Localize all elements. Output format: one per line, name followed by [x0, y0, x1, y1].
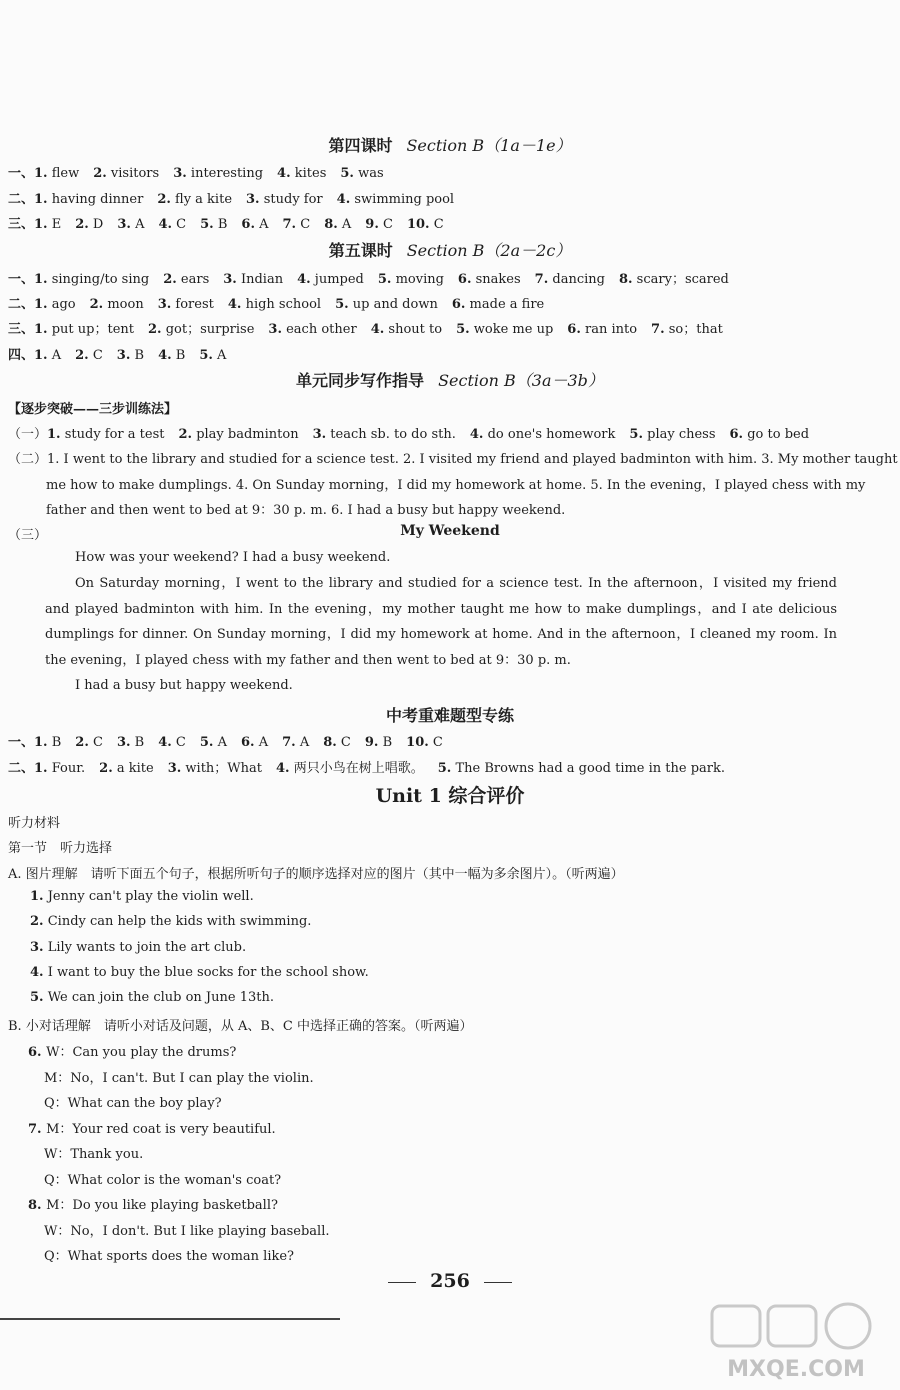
- answer-item: 3. Indian: [223, 272, 284, 287]
- dialog-text: W：No，I don't. But I like playing baseball.: [44, 1223, 330, 1239]
- dialog-text: W：Thank you.: [44, 1147, 144, 1162]
- answer-item: 8. C: [323, 735, 351, 750]
- dialog-number: 6.: [28, 1045, 47, 1060]
- answer-item: 1. having dinner: [34, 191, 144, 207]
- answer-item: 4. swimming pool: [336, 191, 455, 207]
- dialog-line: [44, 1092, 222, 1111]
- writing-part2-line: [8, 448, 898, 467]
- answer-number: 6.: [451, 297, 466, 313]
- answer-number: 1.: [34, 272, 48, 287]
- answer-row: [8, 162, 398, 181]
- partA-instruction: A. 图片理解 请听下面五个句子，根据所听句子的顺序选择对应的图片（其中一幅为多余图片）。（听两遍）: [8, 867, 624, 882]
- answer-number: 3.: [223, 272, 237, 287]
- partA-item: [30, 889, 254, 904]
- answer-number: 1.: [34, 166, 48, 181]
- answer-item: 3. with；What: [167, 761, 263, 776]
- answer-item: 1. flew: [34, 166, 80, 181]
- item-text: I want to buy the blue socks for the school show.: [43, 964, 369, 980]
- answer-item: 6. ran into: [567, 322, 638, 338]
- answer-item: 8. A: [324, 217, 352, 232]
- answer-number: 4.: [276, 761, 290, 776]
- lesson4-subtitle: Section B（1a－1e）: [406, 136, 572, 155]
- answer-item: 5. play chess: [629, 427, 716, 442]
- writing-tag: 【逐步突破——三步训练法】: [8, 402, 178, 417]
- partA-item: [30, 914, 311, 929]
- item-number: 1.: [30, 889, 44, 904]
- partA-item: [30, 990, 274, 1005]
- answer-item: 5. The Browns had a good time in the park.: [437, 761, 726, 776]
- answer-item: 4. C: [158, 217, 187, 232]
- row-label: 二、: [8, 761, 35, 776]
- row-label: 一、: [8, 735, 35, 750]
- answer-row: [8, 731, 457, 750]
- answer-number: 3.: [157, 297, 172, 313]
- lesson5-title: 第五课时: [328, 241, 393, 260]
- writing-part1-items: [47, 427, 823, 442]
- answer-item: 2. got；surprise: [148, 322, 255, 338]
- answer-item: 3. A: [117, 217, 145, 232]
- answer-number: 2.: [163, 272, 177, 287]
- watermark-logo: [706, 1300, 886, 1382]
- dialog-text: W：Can you play the drums?: [46, 1045, 237, 1060]
- answer-item: 3. teach sb. to do sth.: [312, 427, 456, 442]
- answer-number: 4.: [158, 347, 172, 363]
- answer-number: 5.: [377, 272, 392, 287]
- answer-item: 4. C: [158, 735, 186, 750]
- row-label: 三、: [8, 217, 35, 232]
- answer-item: 1. Four.: [34, 761, 86, 776]
- answer-item: 5. moving: [377, 272, 444, 287]
- answer-item: 9. C: [365, 217, 393, 232]
- answer-number: 10.: [406, 217, 430, 232]
- answer-number: 3.: [173, 166, 187, 181]
- answer-item: 3. each other: [268, 322, 357, 338]
- answer-row: [8, 757, 739, 776]
- answer-item: 2. ears: [163, 272, 210, 287]
- listening-heading: 听力材料: [8, 816, 61, 831]
- answer-item: 7. C: [282, 217, 311, 232]
- dialog-number: 7.: [28, 1121, 47, 1137]
- item-text: Lily wants to join the art club.: [43, 939, 247, 955]
- answer-item: 5. was: [340, 166, 384, 181]
- answer-number: 1.: [34, 322, 48, 338]
- answer-item: 5. up and down: [335, 297, 438, 313]
- dialog-text: M：No，I can't. But I can play the violin.: [44, 1070, 314, 1086]
- answer-row: [8, 213, 458, 232]
- answer-number: 10.: [406, 735, 429, 750]
- answer-item: 2. fly a kite: [157, 191, 233, 207]
- essay-paragraph: On Saturday morning，I went to the library and studied for a science test. In the afternoon，I visited my friend and played badminton with him. In the evening，my mother taught me how to make dumplings，and I ate delicious dumplings for dinner. On Sunday morning，I did my homework at home. And in the afternoon，I cleaned my room. In the evening，I played chess with my father and then went to bed at 9：30 p. m.: [45, 576, 837, 668]
- item-number: 4.: [30, 964, 44, 980]
- row-label: 四、: [8, 347, 35, 363]
- answer-item: 1. E: [34, 217, 62, 232]
- dialog-text: Q：What color is the woman's coat?: [44, 1172, 282, 1188]
- answer-number: 4.: [158, 735, 172, 750]
- writing-part1-label: （一）: [8, 427, 48, 442]
- answer-number: 3.: [312, 427, 327, 442]
- answer-item: 5. A: [199, 347, 227, 363]
- item-number: 2.: [30, 914, 44, 930]
- answer-number: 5.: [340, 166, 354, 181]
- page-number-text: 256: [430, 1270, 470, 1292]
- dialog-line: [28, 1194, 278, 1213]
- writing-heading: [0, 368, 900, 391]
- answer-number: 7.: [651, 322, 665, 338]
- dialog-line: [44, 1143, 143, 1162]
- answer-item: 4. jumped: [297, 272, 364, 287]
- answer-number: 5.: [437, 761, 452, 776]
- item-number: 3.: [30, 939, 44, 955]
- answer-item: 3. B: [116, 735, 145, 750]
- answer-number: 8.: [618, 272, 633, 287]
- answer-number: 5.: [199, 735, 214, 750]
- answer-number: 2.: [75, 735, 89, 750]
- answer-item: 4. kites: [277, 166, 327, 181]
- answer-item: 4. do one's homework: [469, 427, 616, 442]
- answer-number: 2.: [148, 322, 162, 338]
- answer-item: 3. interesting: [173, 166, 264, 181]
- dialog-line: [44, 1245, 294, 1264]
- answer-item: 1. A: [34, 347, 62, 363]
- answer-item: 5. woke me up: [456, 322, 554, 338]
- dialog-number: 8.: [28, 1198, 47, 1213]
- essay-paragraph: How was your weekend? I had a busy weekend.: [75, 550, 391, 565]
- dialog-text: Q：What can the boy play?: [44, 1096, 222, 1111]
- lesson5-heading: [0, 238, 900, 261]
- answer-number: 1.: [34, 761, 48, 776]
- answer-item: 6. go to bed: [729, 427, 810, 442]
- answer-item: 10. C: [406, 735, 443, 750]
- essay-title: My Weekend: [400, 523, 500, 539]
- answer-number: 3.: [246, 191, 260, 207]
- dialog-text: M：Your red coat is very beautiful.: [46, 1121, 276, 1137]
- answer-number: 5.: [456, 322, 470, 338]
- answer-number: 2.: [89, 297, 104, 313]
- answer-row: [8, 293, 558, 312]
- answer-item: 2. a kite: [99, 761, 154, 776]
- answer-number: 1.: [34, 191, 48, 207]
- answer-number: 9.: [364, 735, 379, 750]
- partA-item: [30, 940, 246, 955]
- answer-number: 3.: [116, 735, 131, 750]
- essay-paragraph: I had a busy but happy weekend.: [75, 678, 293, 693]
- answer-item: 4. B: [158, 347, 186, 363]
- unit-title: Unit 1 综合评价: [375, 785, 525, 807]
- dialog-text: Q：What sports does the woman like?: [44, 1249, 295, 1264]
- answer-item: 2. play badminton: [178, 427, 299, 442]
- writing-part2-line: me how to make dumplings. 4. On Sunday morning，I did my homework at home. 5. In the evening，I played chess with my: [46, 478, 866, 493]
- answer-row: [8, 188, 468, 207]
- answer-number: 4.: [336, 191, 351, 207]
- partB-instruction: B. 小对话理解 请听小对话及问题，从 A、B、C 中选择正确的答案。（听两遍）: [8, 1019, 473, 1034]
- writing-title: 单元同步写作指导: [296, 371, 425, 390]
- writing-part2-label: （二）: [8, 452, 48, 467]
- answer-item: 1. B: [34, 735, 62, 750]
- answer-number: 5.: [200, 217, 214, 232]
- answer-row: [8, 318, 737, 337]
- dialog-line: [44, 1169, 281, 1188]
- answer-number: 4.: [370, 322, 385, 338]
- row-label: 一、: [8, 166, 35, 181]
- answer-number: 4.: [469, 427, 484, 442]
- dialog-line: [44, 1067, 314, 1086]
- answer-number: 1.: [34, 735, 48, 750]
- answer-number: 2.: [178, 427, 193, 442]
- answer-number: 4.: [227, 297, 242, 313]
- answer-number: 3.: [268, 322, 282, 338]
- answer-item: 4. high school: [227, 297, 322, 313]
- answer-number: 5.: [199, 347, 213, 363]
- answer-row: [8, 344, 240, 363]
- answer-number: 2.: [99, 761, 113, 776]
- row-label: 三、: [8, 322, 35, 338]
- answer-item: 6. snakes: [457, 272, 521, 287]
- answer-item: 3. forest: [157, 297, 214, 313]
- answer-item: 1. ago: [34, 297, 76, 313]
- answer-number: 1.: [34, 347, 48, 363]
- answer-row: [8, 268, 743, 287]
- answer-number: 4.: [277, 166, 291, 181]
- zhongkao-heading: 中考重难题型专练: [385, 706, 514, 725]
- answer-number: 4.: [158, 217, 173, 232]
- answer-item: 7. so；that: [651, 322, 723, 338]
- answer-item: 4. 两只小鸟在树上唱歌。: [276, 761, 424, 776]
- answer-item: 4. shout to: [370, 322, 443, 338]
- answer-number: 2.: [93, 166, 107, 181]
- row-label: 二、: [8, 297, 35, 313]
- answer-number: 8.: [324, 217, 338, 232]
- lesson5-subtitle: Section B（2a－2c）: [406, 241, 572, 260]
- answer-item: 9. B: [364, 735, 393, 750]
- answer-number: 1.: [47, 427, 61, 442]
- answer-number: 6.: [729, 427, 744, 442]
- lesson4-title: 第四课时: [328, 136, 393, 155]
- answer-number: 6.: [567, 322, 581, 338]
- answer-item: 7. A: [282, 735, 310, 750]
- lesson4-heading: [0, 133, 900, 156]
- row-label: 一、: [8, 272, 35, 287]
- answer-number: 9.: [365, 217, 379, 232]
- writing-part2-text: 1. I went to the library and studied for a science test. 2. I visited my friend and played badminton with him. 3. My mother taught: [47, 452, 898, 467]
- writing-part1: [8, 423, 823, 442]
- answer-item: 6. A: [241, 217, 269, 232]
- answer-item: 2. C: [75, 347, 103, 363]
- answer-number: 2.: [75, 347, 89, 363]
- item-number: 5.: [30, 990, 44, 1006]
- answer-number: 3.: [117, 217, 131, 232]
- dialog-text: M：Do you like playing basketball?: [46, 1198, 278, 1213]
- writing-subtitle: Section B（3a－3b）: [438, 371, 604, 390]
- answer-number: 6.: [241, 217, 255, 232]
- answer-item: 2. C: [75, 735, 103, 750]
- answer-item: 1. study for a test: [47, 427, 165, 442]
- item-text: Jenny can't play the violin well.: [43, 889, 254, 904]
- answer-item: 3. B: [116, 347, 145, 363]
- answer-item: 5. A: [199, 735, 227, 750]
- answer-number: 5.: [629, 427, 643, 442]
- dialog-line: [28, 1041, 236, 1060]
- answer-number: 1.: [34, 297, 48, 313]
- answer-number: 5.: [335, 297, 349, 313]
- writing-part3-label: （三）: [8, 528, 48, 543]
- answer-item: 8. scary；scared: [618, 272, 729, 287]
- answer-item: 6. A: [241, 735, 269, 750]
- answer-number: 4.: [297, 272, 311, 287]
- answer-number: 2.: [157, 191, 171, 207]
- answer-item: 2. moon: [89, 297, 144, 313]
- answer-item: 6. made a fire: [451, 297, 545, 313]
- answer-number: 3.: [167, 761, 182, 776]
- item-text: Cindy can help the kids with swimming.: [43, 914, 312, 930]
- writing-part2-line: father and then went to bed at 9：30 p. m. 6. I had a busy but happy weekend.: [46, 503, 566, 518]
- answer-item: 5. B: [200, 217, 228, 232]
- row-label: 二、: [8, 191, 35, 207]
- svg-text:MXQE.COM: MXQE.COM: [727, 1357, 865, 1382]
- answer-item: 10. C: [406, 217, 444, 232]
- answer-item: 2. D: [75, 217, 104, 232]
- page-number: [0, 1270, 900, 1292]
- bottom-rule: [0, 1318, 340, 1320]
- dialog-line: [28, 1118, 276, 1137]
- answer-number: 8.: [323, 735, 337, 750]
- section1-heading: 第一节 听力选择: [8, 841, 113, 856]
- answer-number: 3.: [116, 347, 131, 363]
- answer-number: 7.: [282, 735, 296, 750]
- answer-number: 1.: [34, 217, 48, 232]
- partA-item: [30, 965, 369, 980]
- answer-item: 1. singing/to sing: [34, 272, 150, 287]
- dialog-line: [44, 1220, 330, 1239]
- answer-number: 2.: [75, 217, 89, 232]
- answer-number: 7.: [534, 272, 549, 287]
- answer-item: 1. put up；tent: [34, 322, 134, 338]
- answer-item: 2. visitors: [93, 166, 160, 181]
- answer-number: 6.: [241, 735, 255, 750]
- answer-number: 7.: [282, 217, 297, 232]
- answer-item: 3. study for: [246, 191, 323, 207]
- answer-item: 7. dancing: [534, 272, 605, 287]
- answer-number: 6.: [457, 272, 472, 287]
- item-text: We can join the club on June 13th.: [43, 990, 274, 1006]
